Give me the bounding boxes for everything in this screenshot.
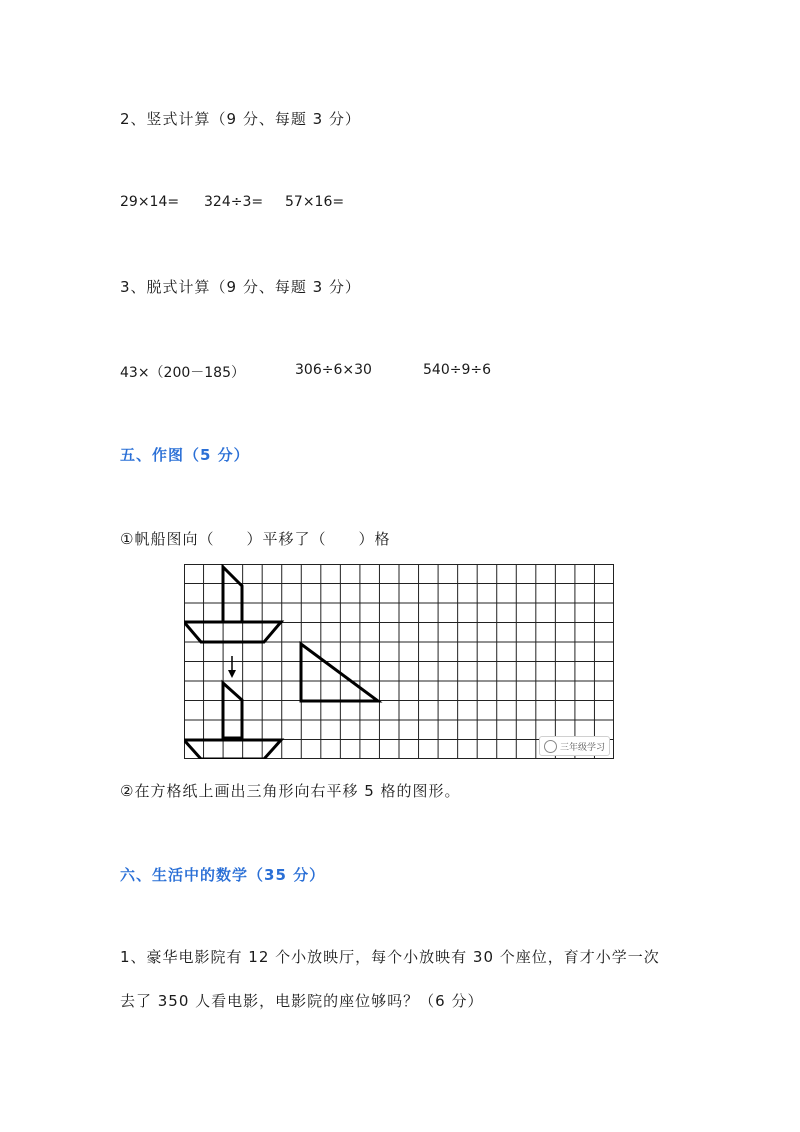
q2-expr-2: 324÷3=	[204, 194, 264, 210]
grid-paper	[184, 564, 614, 759]
hull-upper	[184, 622, 281, 642]
sail-lower	[223, 683, 242, 738]
q2-expr-1: 29×14=	[120, 194, 180, 210]
drawing-item-1: ①帆船图向（ ）平移了（ ）格	[120, 530, 391, 548]
section5-heading: 五、作图（5 分）	[120, 446, 250, 464]
grid-lines	[184, 564, 614, 759]
hull-lower	[184, 740, 281, 759]
sailboat-upper	[184, 567, 281, 642]
q3-expr-1: 43×（200－185）	[120, 365, 245, 381]
grid-figure	[184, 564, 614, 759]
section6-heading: 六、生活中的数学（35 分）	[120, 866, 326, 884]
problem-1-line-2: 去了 350 人看电影，电影院的座位够吗？（6 分）	[120, 992, 484, 1010]
q2-expr-3: 57×16=	[285, 194, 345, 210]
triangle	[301, 644, 378, 701]
q2-title: 2、竖式计算（9 分、每题 3 分）	[120, 110, 361, 128]
sailboat-lower	[184, 683, 281, 759]
drawing-item-2: ②在方格纸上画出三角形向右平移 5 格的图形。	[120, 782, 461, 800]
wechat-icon	[544, 740, 557, 753]
down-arrow	[228, 656, 236, 678]
problem-1-line-1: 1、豪华电影院有 12 个小放映厅，每个小放映有 30 个座位，育才小学一次	[120, 948, 660, 966]
q3-title: 3、脱式计算（9 分、每题 3 分）	[120, 278, 361, 296]
q3-expr-3: 540÷9÷6	[423, 362, 491, 378]
watermark	[539, 736, 610, 756]
q3-expr-2: 306÷6×30	[295, 362, 372, 378]
watermark-text: 三年级学习	[559, 742, 605, 753]
sail-upper	[223, 567, 242, 622]
